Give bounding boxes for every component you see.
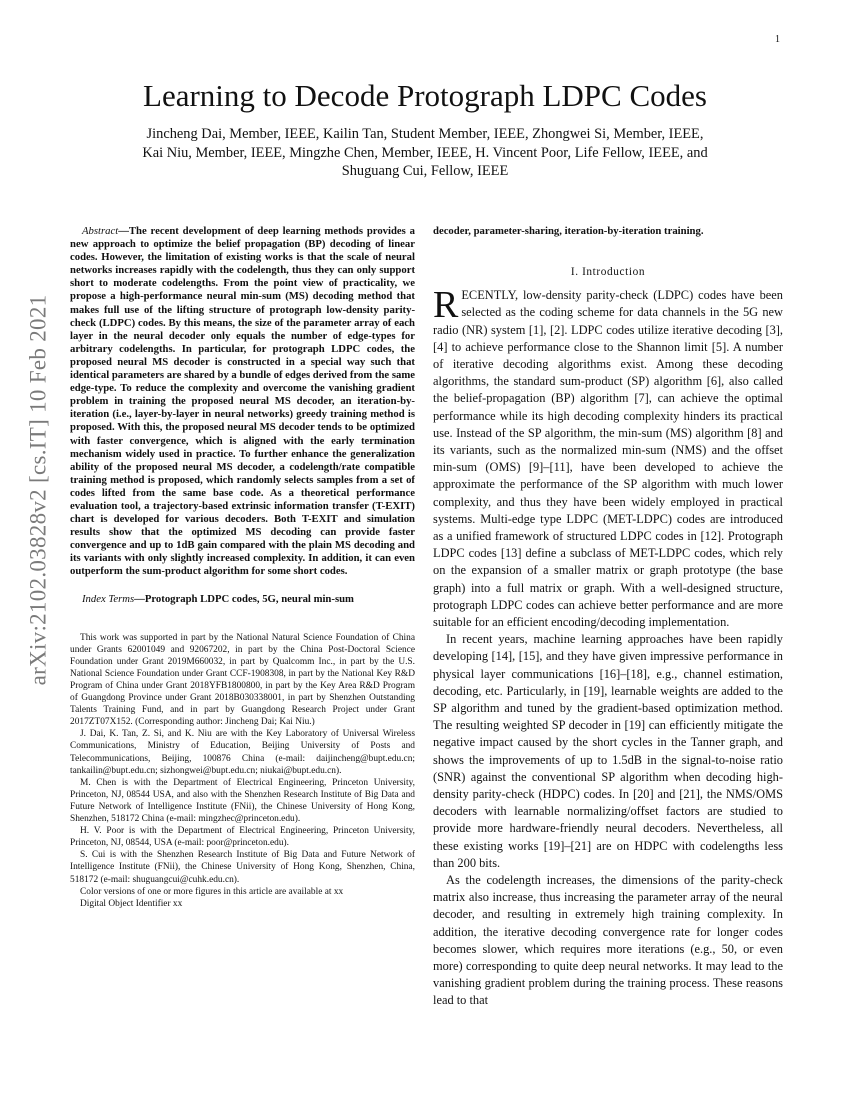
- footnote: J. Dai, K. Tan, Z. Si, and K. Niu are with the Key Laboratory of Universal Wireless Communications, Ministry of Education, Beijing University of Posts and Telecommunications, Beijing, 100876 China (e-mail: daijincheng@bupt.edu.cn; tankailin@bupt.edu.cn; sizhongwei@bupt.edu.cn; niukai@bupt.edu.cn).: [70, 729, 415, 776]
- footnote: M. Chen is with the Department of Electrical Engineering, Princeton University, Princeton, NJ, 08544 USA, and also with the Shenzhen Research Institute of Big Data and Future Network of Intelligence Institute (FNii), the Chinese University of Hong Kong, Shenzhen, 518172 China (e-mail: mingzhec@princeton.edu).: [70, 777, 415, 825]
- arxiv-stamp: [18, 280, 58, 700]
- left-column: [70, 225, 415, 910]
- intro-paragraph: As the codelength increases, the dimensions of the parity-check matrix also increase, thus increasing the parameter array of the neural decoder, and resulting in extremely high training complexity. In addition, the iterative decoding convergence rate for longer codes becomes slower, which requires more iterations (e.g., 50, or even more) corresponding to quite deep neural networks. It may lead to the vanishing gradient problem during the training process. These reasons lead to that: [433, 873, 783, 1008]
- footnote: This work was supported in part by the National Natural Science Foundation of China under Grants 62001049 and 92067202, in part by the China Post-Doctoral Science Foundation under Grant 2019M660032, in part by Qualcomm Inc., in part by the U.S. National Science Foundation under Grant CCF-1908308, in part by the National Key R&D Program of China under Grant 2018YFB1800800, in part by the Key Area R&D Program of Guangdong Province under Grant 2018B030338001, in part by Shenzhen Outstanding Talents Training Fund, and in part by Guangdong Research Project under Grant 2017ZT07X152. (Corresponding author: Jincheng Dai; Kai Niu.): [70, 632, 415, 728]
- author-line-2: Kai Niu, Member, IEEE, Mingzhe Chen, Member, IEEE, H. Vincent Poor, Life Fellow, IEEE, and: [142, 144, 708, 161]
- abstract: [70, 225, 415, 579]
- index-terms-label: Index Terms: [82, 592, 135, 605]
- drop-cap: R: [433, 284, 459, 327]
- abstract-text: —The recent development of deep learning methods provides a new approach to optimize the belief propagation (BP) decoding of linear codes. However, the limitation of existing works is that the scale of neural networks increases rapidly with the codelength, thus they can only support short to moderate codelengths. From the point view of practicality, we propose a high-performance neural min-sum (MS) decoding method that makes full use of the lifting structure of protograph low-density parity-check (LDPC) codes. By this means, the size of the parameter array of each layer in the neural decoder only equals the number of edge-types for arbitrary codelengths. In particular, for protograph LDPC codes, the proposed neural MS decoder is constructed in a special way such that identical parameters are shared by a bundle of edges derived from the same edge-type. To reduce the complexity and overcome the vanishing gradient problem in training the proposed neural MS decoder, an iteration-by-iteration (i.e., layer-by-layer in neural networks) greedy training method is proposed. With this, the proposed neural MS decoder tends to be optimized with faster convergence, which is aligned with the early termination mechanism widely used in practice. To further enhance the generalization ability of the proposed neural MS decoder, a codelength/rate compatible training method is proposed, which randomly selects samples from a set of codes lifted from the same base code. As a theoretical performance evaluation tool, a trajectory-based extrinsic information transfer (T-EXIT) chart is developed for various decoders. Both T-EXIT and simulation results show that the optimized MS decoding can provide faster convergence and up to 1dB gain compared with the plain MS decoding and its variants with only slightly increased complexity. In addition, it can even outperform the sum-product algorithm for some short codes.: [70, 225, 415, 578]
- section-heading-introduction: I. Introduction: [570, 266, 646, 279]
- footnote: S. Cui is with the Shenzhen Research Institute of Big Data and Future Network of Intelligence Institute (FNii), the Chinese University of Hong Kong, Shenzhen, China, 518172 (e-mail: shuguangcui@cuhk.edu.cn).: [70, 850, 415, 885]
- abstract-label: Abstract: [82, 225, 119, 237]
- introduction-body: [433, 284, 783, 1010]
- arxiv-stamp-text: arXiv:2102.03828v2 [cs.IT] 10 Feb 2021: [25, 294, 50, 686]
- index-terms-continuation: decoder, parameter-sharing, iteration-by-iteration training.: [433, 225, 704, 237]
- paper-title: Learning to Decode Protograph LDPC Codes: [143, 78, 707, 113]
- index-terms-text: —Protograph LDPC codes, 5G, neural min-sum: [134, 592, 354, 605]
- footnote: Digital Object Identifier xx: [80, 898, 183, 909]
- author-line-1: Jincheng Dai, Member, IEEE, Kailin Tan, Student Member, IEEE, Zhongwei Si, Member, IEEE,: [146, 126, 704, 142]
- author-list: [95, 125, 755, 181]
- right-column: [433, 225, 783, 1010]
- footnote: Color versions of one or more figures in this article are available at xx: [80, 886, 344, 897]
- footnotes: [70, 632, 415, 910]
- intro-paragraph: [433, 284, 783, 631]
- page-number: 1: [775, 34, 780, 45]
- index-terms: [70, 593, 415, 606]
- author-line-3: Shuguang Cui, Fellow, IEEE: [341, 163, 509, 179]
- intro-paragraph-text: ECENTLY, low-density parity-check (LDPC) codes have been selected as the coding scheme for data channels in the 5G new radio (NR) system [1], [2]. LDPC codes utilize iterative decoding [3], [4] to achieve performance close to the Shannon limit [5]. A number of iterative decoding algorithms exist. Among these decoding algorithms, the standard sum-product (SP) algorithm [6], also called the belief-propagation (BP) algorithm [7], can achieve the optimal performance while its high decoding complexity hinders its practical use. Instead of the SP algorithm, the min-sum (MS) algorithm [8] and its variants, such as the normalized min-sum (NMS) and the offset min-sum (OMS) [9]–[11], have been developed to achieve the approximate the performance of the SP algorithm with much lower complexity, and thus they have been widely employed in practical systems. Multi-edge type LDPC (MET-LDPC) codes are introduced as a unified framework of structured LDPC codes in [12]. Protograph LDPC codes [13] define a subclass of MET-LDPC codes, which rely on the expansion of a smaller matrix or graph prototype (the base graph) into a full matrix or graph. With a well-designed structure, protograph LDPC codes can achieve better performance and are more suitable for an efficient encoding/decoding implementation.: [433, 288, 783, 629]
- intro-paragraph: In recent years, machine learning approaches have been rapidly developing [14], [15], and they have given impressive performance in physical layer communications [16]–[18], e.g., channel estimation, decoding, etc. Particularly, in [19], learnable weights are added to the SP algorithm and tuned by the gradient-based optimization method. The resulting weighted SP decoder in [19] can efficiently mitigate the negative impact caused by the short cycles in the Tanner graph, and shows the improvements of up to 1.5dB in the signal-to-noise ratio (SNR) against the conventional SP algorithm when decoding high-density parity-check (HDPC) codes. In [20] and [21], the NMS/OMS decoders with learnable normalizing/offset factors are studied to provide more hardware-friendly neural decoders. Nevertheless, all these existing works [19]–[21] are on HDPC with codelengths less than 200 bits.: [433, 632, 783, 870]
- footnote: H. V. Poor is with the Department of Electrical Engineering, Princeton University, Princeton, NJ, 08544, USA (e-mail: poor@princeton.edu).: [70, 826, 415, 849]
